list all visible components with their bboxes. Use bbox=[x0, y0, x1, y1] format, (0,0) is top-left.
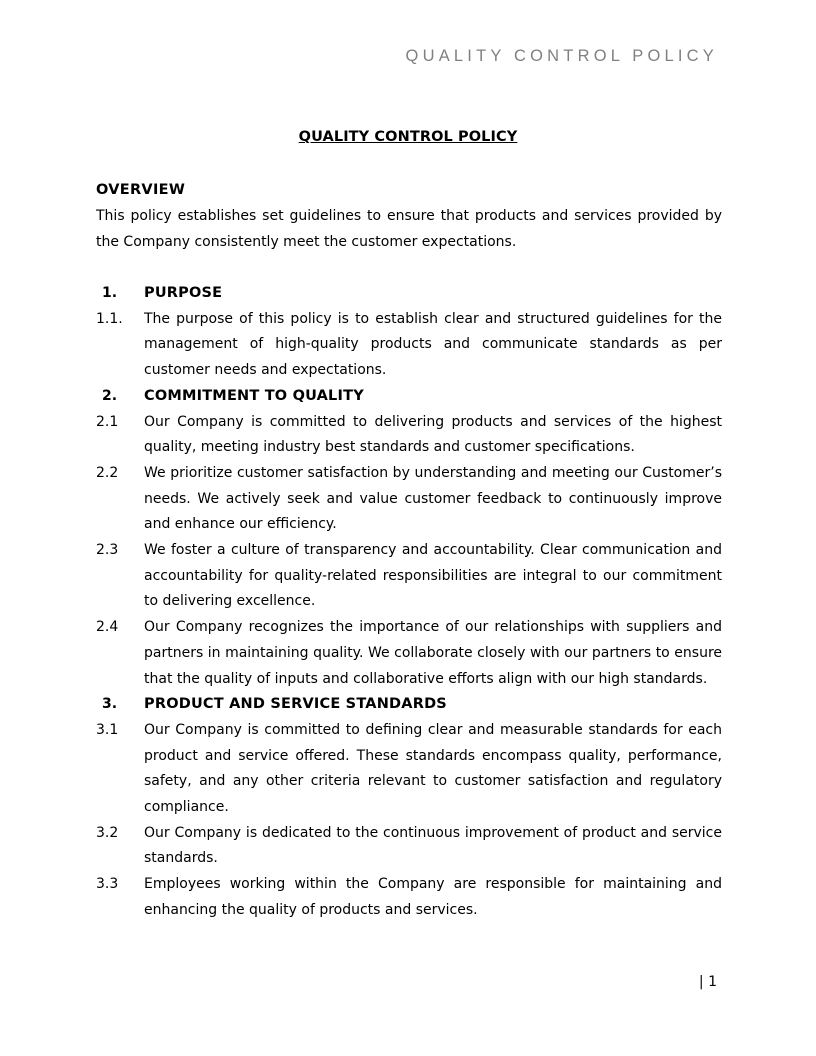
section-number: 1. bbox=[102, 285, 118, 301]
clause-3-1 bbox=[96, 718, 722, 821]
clause-number: 3.3 bbox=[96, 876, 119, 893]
clause-number: 2.4 bbox=[96, 619, 119, 636]
clause-2-2 bbox=[96, 461, 722, 538]
section-heading-purpose bbox=[96, 281, 722, 307]
section-number: 2. bbox=[102, 387, 118, 404]
clause-number: 2.3 bbox=[96, 542, 119, 559]
clause-text: Our Company is committed to defining clear and measurable standards for each product and service offered. These standards encompass quality, performance, safety, and any other criteria relevant to customer satisfaction and regulatory compliance. bbox=[144, 721, 722, 816]
clause-text: Our Company is dedicated to the continuous improvement of product and service standards. bbox=[144, 824, 722, 867]
section-number: 3. bbox=[102, 696, 118, 713]
clause-number: 2.1 bbox=[96, 413, 119, 430]
clause-number: 3.1 bbox=[96, 721, 119, 738]
policy-sections bbox=[96, 281, 722, 924]
clause-3-2 bbox=[96, 821, 722, 872]
overview-heading: OVERVIEW bbox=[96, 182, 186, 198]
section-heading: PRODUCT AND SERVICE STANDARDS bbox=[144, 696, 447, 713]
section-heading: PURPOSE bbox=[144, 285, 223, 301]
clause-number: 2.2 bbox=[96, 464, 119, 481]
clause-number: 3.2 bbox=[96, 824, 119, 841]
clause-text: We foster a culture of transparency and accountability. Clear communication and accountability for quality-related responsibilities are integral to our commitment to delivering excellence. bbox=[144, 542, 722, 610]
clause-2-3 bbox=[96, 538, 722, 615]
header-title: QUALITY CONTROL POLICY bbox=[405, 47, 718, 65]
section-heading-commitment bbox=[96, 384, 722, 410]
clause-text: Our Company recognizes the importance of our relationships with suppliers and partners in maintaining quality. We collaborate closely with our partners to ensure that the quality of inputs and collaborative efforts align with our high standards. bbox=[144, 619, 722, 687]
clause-text: Our Company is committed to delivering products and services of the highest quality, meeting industry best standards and customer specifications. bbox=[144, 413, 722, 456]
clause-2-1 bbox=[96, 410, 722, 461]
clause-text: Employees working within the Company are responsible for maintaining and enhancing the quality of products and services. bbox=[144, 876, 722, 918]
clause-3-3 bbox=[96, 872, 722, 923]
document-title: QUALITY CONTROL POLICY bbox=[298, 129, 518, 145]
overview-text: This policy establishes set guidelines to ensure that products and services provided by the Company consistently meet the customer expectations. bbox=[96, 208, 722, 250]
clause-text: The purpose of this policy is to establish clear and structured guidelines for the management of high-quality products and communicate standards as per customer needs and expectations. bbox=[144, 310, 722, 379]
clause-text: We prioritize customer satisfaction by understanding and meeting our Customer’s needs. We actively seek and value customer feedback to continuously improve and enhance our efficiency. bbox=[144, 464, 722, 533]
section-heading: COMMITMENT TO QUALITY bbox=[144, 387, 364, 404]
clause-1-1 bbox=[96, 307, 722, 384]
clause-2-4 bbox=[96, 615, 722, 692]
clause-number: 1.1. bbox=[96, 310, 123, 327]
section-heading-standards bbox=[96, 692, 722, 718]
page-number: | 1 bbox=[698, 974, 717, 990]
